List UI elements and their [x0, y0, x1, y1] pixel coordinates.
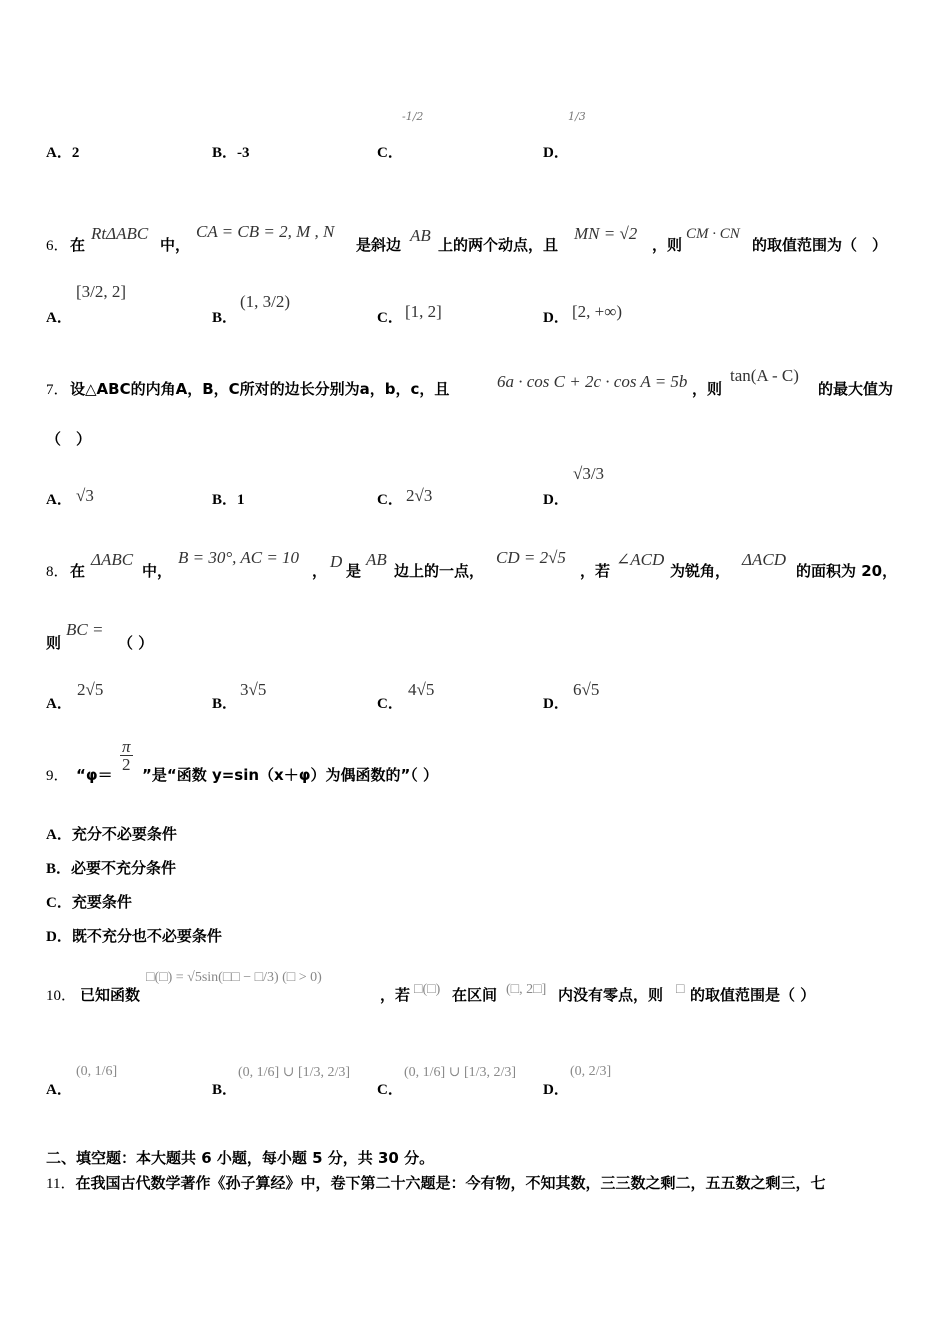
q7-option-a-value: √3	[76, 486, 94, 505]
q10-stem: 10． 已知函数 □(□) = √5sin(□□ − □/3) (□ > 0) ，若 □(□) 在区间 (□, 2□] 内没有零点，则 □ 的取值范围是（ ）	[46, 970, 816, 1004]
q10-option-c-value: (0, 1/6] ∪ [1/3, 2/3]	[404, 1065, 517, 1080]
q8-option-b: B．	[212, 696, 238, 712]
q8-option-d-value: 6√5	[573, 680, 600, 699]
q7-stem: 7． 设△ABC的内角A，B，C所对的边长分别为a，b，c，且 6a · cos C + 2c · cos A = 5b ，则 tan(A - C) 的最大值为	[46, 366, 894, 398]
q8-option-a: A．	[46, 696, 72, 712]
q5-option-d-value: 1/3	[568, 110, 586, 123]
q10-option-d-value: (0, 2/3]	[570, 1064, 612, 1079]
q6-option-c: C．	[377, 310, 403, 326]
q10-option-c: C．	[377, 1082, 403, 1098]
q10-option-b-value: (0, 1/6] ∪ [1/3, 2/3]	[238, 1065, 351, 1080]
q10-option-a: A．	[46, 1082, 72, 1098]
q9-option-d: D．既不充分也不必要条件	[46, 929, 222, 945]
q11-stem: 11．在我国古代数学著作《孙子算经》中，卷下第二十六题是：今有物，不知其数，三三数之剩二，五五数之剩三，七	[46, 1174, 826, 1192]
q6-option-a-value: [3/2, 2]	[76, 282, 127, 301]
q8-stem: 8． 在 ΔABC 中， B = 30°, AC = 10 ， D 是 AB 边上的一点， CD = 2√5 ，若 ∠ACD 为锐角， ΔACD 的面积为 20，	[46, 548, 898, 580]
q6-option-c-value: [1, 2]	[405, 302, 442, 321]
q9-option-a: A．充分不必要条件	[46, 827, 177, 843]
q5-option-c-value: -1/2	[402, 110, 424, 123]
q8-option-c-value: 4√5	[408, 680, 435, 699]
q6-option-b: B．	[212, 310, 238, 326]
q9-option-c: C．充要条件	[46, 895, 132, 911]
q10-option-a-value: (0, 1/6]	[76, 1064, 118, 1079]
q8-option-c: C．	[377, 696, 403, 712]
q6-option-a: A．	[46, 310, 72, 326]
q8-stem-cont: 则 BC = （ ）	[46, 620, 154, 652]
q9-fraction: $\frac{\pi}{2}$	[122, 737, 131, 774]
q7-option-d: D．	[543, 492, 569, 508]
q8-option-a-value: 2√5	[77, 680, 104, 699]
q7-option-c-value: 2√3	[406, 486, 433, 505]
q6-option-d-value: [2, +∞)	[572, 302, 623, 321]
q5-option-b: B．-3	[212, 145, 250, 161]
q5-option-a: A．2	[46, 145, 80, 161]
q10-option-d: D．	[543, 1082, 569, 1098]
section-heading: 二、填空题：本大题共 6 小题，每小题 5 分，共 30 分。	[46, 1149, 435, 1167]
q6-option-b-value: (1, 3/2)	[240, 292, 291, 311]
q7-option-d-value: √3/3	[573, 464, 605, 483]
q5-option-d-label: D．	[543, 145, 569, 161]
q7-option-a: A．	[46, 492, 72, 508]
q8-option-b-value: 3√5	[240, 680, 267, 699]
q10-option-b: B．	[212, 1082, 238, 1098]
q7-paren: （ ）	[46, 430, 92, 448]
q8-option-d: D．	[543, 696, 569, 712]
q9-stem: 9． “φ＝ $\frac{\pi}{2}$ ”是“函数 y=sin（x＋φ）为偶函数的”（ ）	[46, 737, 439, 784]
q9-option-b: B．必要不充分条件	[46, 861, 177, 877]
q6-option-d: D．	[543, 310, 569, 326]
q5-option-c-label: C．	[377, 145, 403, 161]
q7-option-b: B．1	[212, 492, 245, 508]
q7-option-c: C．	[377, 492, 403, 508]
